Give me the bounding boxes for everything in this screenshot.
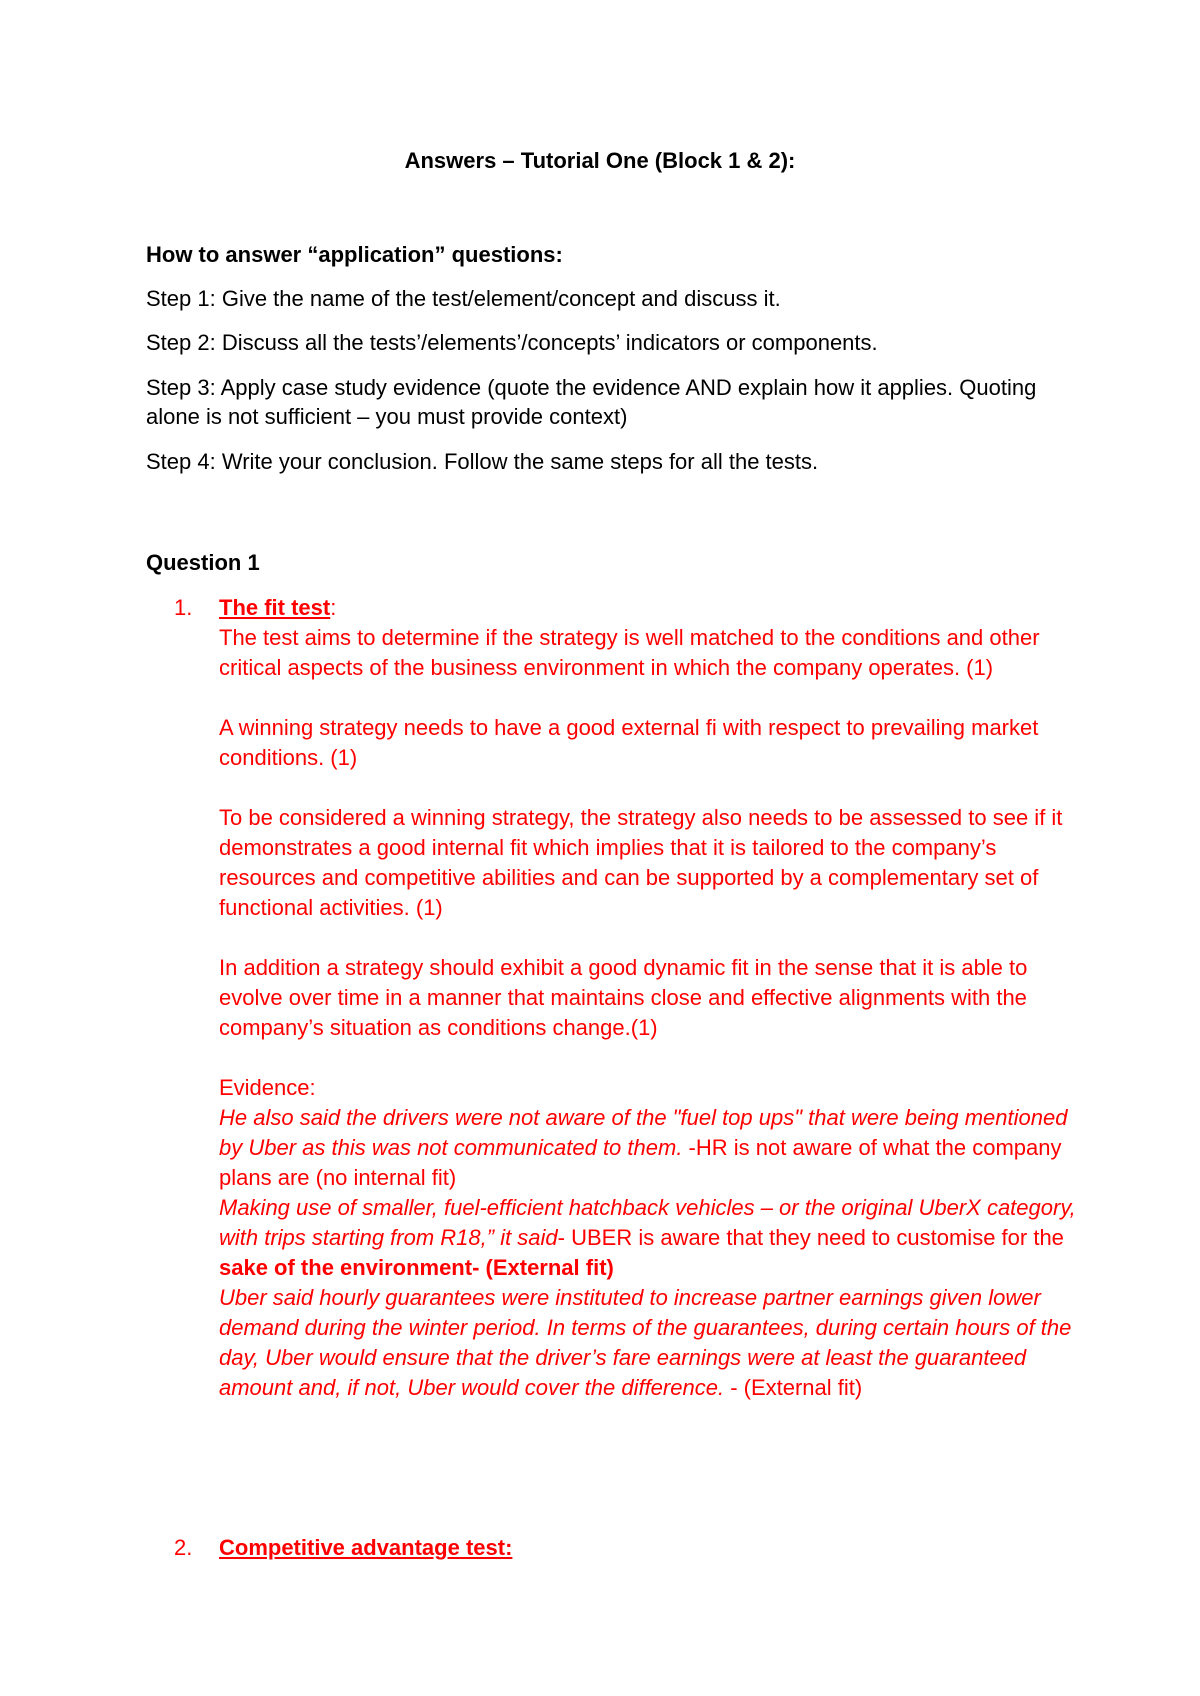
item-1-title-line (219, 593, 1079, 623)
howto-heading: How to answer “application” questions: (146, 242, 563, 267)
item-1-content (219, 593, 1079, 1403)
page-title: Answers – Tutorial One (Block 1 & 2): (404, 148, 796, 173)
step-4: Step 4: Write your conclusion. Follow the same steps for all the tests. (146, 449, 819, 474)
step-3: Step 3: Apply case study evidence (quote the evidence AND explain how it applies. Quoting alone is not sufficient – you must provide context) (146, 375, 1037, 429)
evidence-2 (219, 1193, 1079, 1283)
item-1-title: The fit test (219, 595, 331, 620)
item-2-title: Competitive advantage test: (219, 1535, 513, 1560)
evidence-2-bold: sake of the environment- (External fit) (219, 1255, 614, 1280)
fit-paragraph-3: To be considered a winning strategy, the strategy also needs to be assessed to see if it demonstrates a good internal fit which implies that it is tailored to the company’s resources and competitive abilities and can be supported by a complementary set of functional activities. (1) (219, 805, 1063, 920)
evidence-1-quote: He also said the drivers were not aware of the "fuel top ups" that were being mentioned by Uber as this was not communicated to them. (219, 1105, 1068, 1160)
step-2: Step 2: Discuss all the tests’/elements’/concepts’ indicators or components. (146, 330, 878, 355)
item-1-number: 1. (174, 595, 193, 620)
evidence-label: Evidence: (219, 1075, 316, 1100)
fit-paragraph-4: In addition a strategy should exhibit a good dynamic fit in the sense that it is able to evolve over time in a manner that maintains close and effective alignments with the company’s situation as conditions change.(1) (219, 955, 1028, 1040)
question-1-heading: Question 1 (146, 550, 260, 575)
evidence-1-comment: -HR is not aware of what the company plans are (no internal fit) (219, 1135, 1062, 1190)
item-1-title-suffix: : (330, 595, 337, 620)
evidence-2-quote: Making use of smaller, fuel-efficient hatchback vehicles – or the original UberX category, with trips starting from R18,” it said (219, 1195, 1076, 1250)
fit-paragraph-1: The test aims to determine if the strategy is well matched to the conditions and other critical aspects of the business environment in which the company operates. (1) (219, 625, 1040, 680)
item-2-number: 2. (174, 1535, 193, 1560)
step-1: Step 1: Give the name of the test/element/concept and discuss it. (146, 286, 781, 311)
fit-paragraph-2: A winning strategy needs to have a good external fi with respect to prevailing market conditions. (1) (219, 715, 1039, 770)
item-2-content (219, 1533, 1079, 1563)
evidence-3 (219, 1283, 1079, 1403)
evidence-3-quote: Uber said hourly guarantees were instituted to increase partner earnings given lower demand during the winter period. In terms of the guarantees, during certain hours of the day, Uber would ensure that the driver’s fare earnings were at least the guaranteed amount and, if not, Uber would cover the difference. (219, 1285, 1072, 1400)
evidence-2-comment: - UBER is aware that they need to customise for the (557, 1225, 1064, 1250)
evidence-3-comment: - (External fit) (724, 1375, 863, 1400)
evidence-1 (219, 1103, 1079, 1193)
